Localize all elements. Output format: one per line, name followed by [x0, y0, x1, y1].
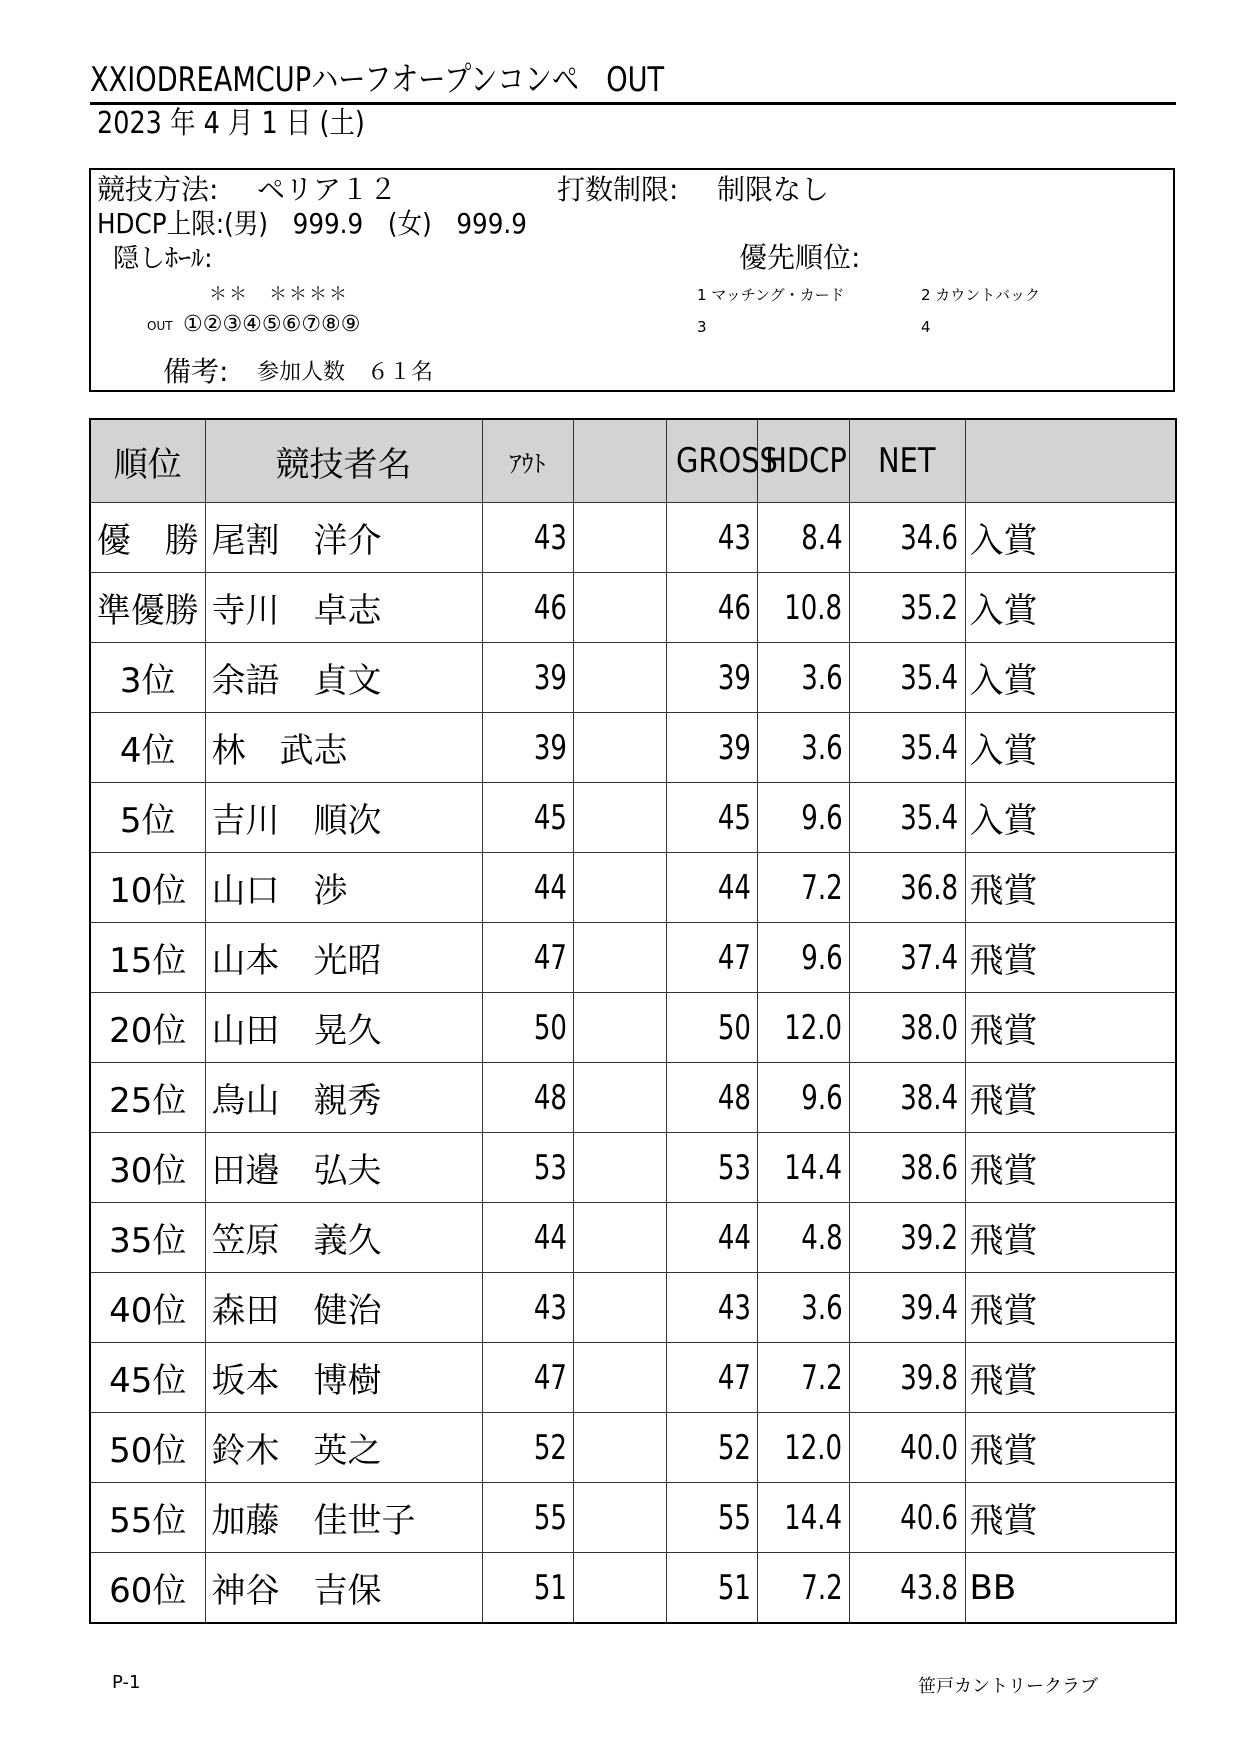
cell-net [849, 1203, 965, 1273]
cell-gross [666, 1273, 757, 1343]
cell-hdcp-value: 7.2 [801, 1567, 843, 1608]
table-row [90, 713, 1176, 783]
cell-rank: 20位 [90, 993, 205, 1063]
cell-gross [666, 573, 757, 643]
cell-net-value: 43.8 [900, 1567, 959, 1608]
cell-hdcp-value: 14.4 [784, 1497, 843, 1538]
hidden-holes-label: 隠しﾎｰﾙ: [113, 244, 213, 274]
priority-1: 1 マッチング・カード [697, 286, 845, 304]
cell-hdcp [757, 783, 849, 853]
cell-rank: 4位 [90, 713, 205, 783]
cell-name: 神谷 吉保 [205, 1553, 482, 1624]
cell-net-value: 35.2 [900, 587, 959, 628]
header-out [482, 419, 573, 503]
cell-rank: 45位 [90, 1343, 205, 1413]
cell-hdcp-value: 7.2 [801, 1357, 843, 1398]
cell-hdcp [757, 503, 849, 573]
hole-numbers: ①②③④⑤⑥⑦⑧⑨ [183, 312, 361, 337]
cell-gross [666, 713, 757, 783]
cell-blank [573, 1413, 666, 1483]
cell-note: 飛賞 [965, 1203, 1176, 1273]
cell-gross-value: 43 [717, 517, 751, 558]
table-row [90, 643, 1176, 713]
cell-hdcp-value: 12.0 [784, 1427, 843, 1468]
cell-out-value: 43 [533, 517, 567, 558]
table-row [90, 783, 1176, 853]
club-name: 笹戸カントリークラブ [918, 1676, 1098, 1697]
cell-net-value: 40.0 [900, 1427, 959, 1468]
cell-blank [573, 1483, 666, 1553]
cell-net-value: 35.4 [900, 657, 959, 698]
cell-net-value: 35.4 [900, 797, 959, 838]
cell-rank: 55位 [90, 1483, 205, 1553]
cell-hdcp-value: 12.0 [784, 1007, 843, 1048]
table-row [90, 1343, 1176, 1413]
cell-blank [573, 853, 666, 923]
header-net [849, 419, 965, 503]
cell-out [482, 573, 573, 643]
cell-net [849, 853, 965, 923]
cell-out-value: 50 [533, 1007, 567, 1048]
cell-gross-value: 46 [717, 587, 751, 628]
cell-gross [666, 783, 757, 853]
competition-info-box [89, 168, 1175, 392]
cell-gross [666, 1203, 757, 1273]
cell-hdcp-value: 14.4 [784, 1147, 843, 1188]
cell-net [849, 643, 965, 713]
cell-gross-value: 39 [717, 727, 751, 768]
cell-rank: 50位 [90, 1413, 205, 1483]
cell-blank [573, 713, 666, 783]
out-label: OUT [147, 319, 173, 333]
cell-note: 飛賞 [965, 853, 1176, 923]
cell-net-value: 35.4 [900, 727, 959, 768]
cell-out [482, 1133, 573, 1203]
cell-net-value: 39.4 [900, 1287, 959, 1328]
priority-4: 4 [921, 318, 931, 336]
cell-hdcp-value: 7.2 [801, 867, 843, 908]
cell-name: 山本 光昭 [205, 923, 482, 993]
method-value: ペリア１２ [257, 173, 398, 206]
cell-note: 入賞 [965, 573, 1176, 643]
cell-name: 尾割 洋介 [205, 503, 482, 573]
cell-name: 森田 健治 [205, 1273, 482, 1343]
cell-name: 加藤 佳世子 [205, 1483, 482, 1553]
table-row [90, 1273, 1176, 1343]
priority-3: 3 [697, 318, 707, 336]
table-row [90, 503, 1176, 573]
cell-net [849, 1553, 965, 1624]
header-hdcp [757, 419, 849, 503]
cell-name: 余語 貞文 [205, 643, 482, 713]
cell-gross-value: 45 [717, 797, 751, 838]
cell-out [482, 853, 573, 923]
header-gross [666, 419, 778, 503]
cell-gross-value: 53 [717, 1147, 751, 1188]
cell-out-value: 46 [533, 587, 567, 628]
cell-out [482, 923, 573, 993]
cell-rank: 15位 [90, 923, 205, 993]
cell-gross-value: 44 [717, 867, 751, 908]
cell-rank: 30位 [90, 1133, 205, 1203]
cell-out-value: 43 [533, 1287, 567, 1328]
cell-blank [573, 1273, 666, 1343]
cell-out-value: 53 [533, 1147, 567, 1188]
cell-gross-value: 43 [717, 1287, 751, 1328]
cell-out-value: 51 [533, 1567, 567, 1608]
cell-net-value: 37.4 [900, 937, 959, 978]
cell-gross-value: 55 [717, 1497, 751, 1538]
cell-note: 飛賞 [965, 1063, 1176, 1133]
cell-note: 飛賞 [965, 993, 1176, 1063]
cell-net [849, 1133, 965, 1203]
cell-blank [573, 1203, 666, 1273]
cell-hdcp [757, 993, 849, 1063]
cell-out [482, 783, 573, 853]
header-hdcp-label: HDCP [764, 441, 847, 481]
cell-gross-value: 47 [717, 937, 751, 978]
cell-note: 飛賞 [965, 1343, 1176, 1413]
title-bar [90, 60, 1176, 105]
cell-blank [573, 573, 666, 643]
priority-2: 2 カウントバック [921, 286, 1041, 304]
cell-blank [573, 1133, 666, 1203]
results-table [89, 418, 1177, 1624]
table-row [90, 853, 1176, 923]
cell-gross [666, 923, 757, 993]
cell-blank [573, 923, 666, 993]
cell-out-value: 55 [533, 1497, 567, 1538]
cell-note: BB [965, 1553, 1176, 1624]
cell-rank: 35位 [90, 1203, 205, 1273]
table-row [90, 1553, 1176, 1624]
header-blank [573, 419, 666, 503]
cell-note: 飛賞 [965, 1413, 1176, 1483]
header-note [965, 419, 1176, 503]
cell-hdcp-value: 3.6 [801, 1287, 843, 1328]
cell-note: 入賞 [965, 713, 1176, 783]
cell-hdcp [757, 1273, 849, 1343]
cell-out [482, 1203, 573, 1273]
cell-out [482, 503, 573, 573]
header-net-label: NET [877, 441, 936, 481]
cell-gross [666, 1553, 757, 1624]
hdcp-limit-line: HDCP上限:(男) 999.9 (女) 999.9 [97, 207, 527, 240]
priority-label: 優先順位: [739, 241, 861, 274]
cell-out [482, 713, 573, 783]
cell-blank [573, 993, 666, 1063]
cell-hdcp [757, 923, 849, 993]
cell-hdcp [757, 643, 849, 713]
page-number: P-1 [112, 1672, 141, 1693]
cell-name: 林 武志 [205, 713, 482, 783]
cell-out-value: 44 [533, 1217, 567, 1258]
cell-net [849, 993, 965, 1063]
cell-hdcp [757, 1483, 849, 1553]
limit-value: 制限なし [717, 173, 830, 206]
cell-hdcp [757, 1413, 849, 1483]
cell-hdcp [757, 1063, 849, 1133]
cell-net-value: 39.2 [900, 1217, 959, 1258]
cell-net-value: 38.6 [900, 1147, 959, 1188]
cell-out [482, 1413, 573, 1483]
cell-blank [573, 1063, 666, 1133]
cell-blank [573, 503, 666, 573]
cell-rank: 40位 [90, 1273, 205, 1343]
cell-hdcp [757, 573, 849, 643]
cell-out-value: 48 [533, 1077, 567, 1118]
cell-rank: 5位 [90, 783, 205, 853]
page-title: XXIODREAMCUPハーフオープンコンペ OUT [90, 60, 665, 100]
cell-out-value: 39 [533, 727, 567, 768]
cell-hdcp-value: 9.6 [801, 937, 843, 978]
cell-hdcp-value: 9.6 [801, 797, 843, 838]
cell-gross-value: 51 [717, 1567, 751, 1608]
cell-blank [573, 643, 666, 713]
cell-rank: 60位 [90, 1553, 205, 1624]
cell-name: 山口 渉 [205, 853, 482, 923]
cell-net-value: 38.4 [900, 1077, 959, 1118]
cell-net [849, 713, 965, 783]
cell-note: 飛賞 [965, 1133, 1176, 1203]
cell-net [849, 503, 965, 573]
cell-rank: 優 勝 [90, 503, 205, 573]
cell-gross-value: 50 [717, 1007, 751, 1048]
cell-rank: 10位 [90, 853, 205, 923]
table-row [90, 1483, 1176, 1553]
method-label: 競技方法: [97, 173, 219, 206]
hidden-hole-marks: ＊＊ ＊＊＊＊ [209, 284, 349, 305]
cell-name: 寺川 卓志 [205, 573, 482, 643]
cell-gross-value: 47 [717, 1357, 751, 1398]
cell-name: 坂本 博樹 [205, 1343, 482, 1413]
table-row [90, 1133, 1176, 1203]
cell-net [849, 1413, 965, 1483]
cell-gross [666, 643, 757, 713]
cell-note: 飛賞 [965, 1273, 1176, 1343]
header-gross-label: GROSS [675, 441, 778, 481]
cell-hdcp-value: 4.8 [801, 1217, 843, 1258]
cell-gross-value: 44 [717, 1217, 751, 1258]
cell-rank: 準優勝 [90, 573, 205, 643]
cell-net-value: 36.8 [900, 867, 959, 908]
table-row [90, 923, 1176, 993]
cell-hdcp-value: 8.4 [801, 517, 843, 558]
cell-gross-value: 48 [717, 1077, 751, 1118]
cell-gross [666, 853, 757, 923]
remarks-value: 参加人数 ６１名 [257, 360, 434, 385]
cell-gross [666, 1063, 757, 1133]
cell-hdcp [757, 1133, 849, 1203]
table-header-row [90, 419, 1176, 503]
cell-net [849, 1483, 965, 1553]
cell-net-value: 40.6 [900, 1497, 959, 1538]
header-rank: 順位 [90, 419, 205, 503]
header-out-label: ｱｳﾄ [509, 449, 546, 478]
cell-note: 入賞 [965, 783, 1176, 853]
cell-name: 吉川 順次 [205, 783, 482, 853]
cell-out-value: 39 [533, 657, 567, 698]
cell-hdcp [757, 713, 849, 783]
cell-name: 鳥山 親秀 [205, 1063, 482, 1133]
cell-out-value: 47 [533, 1357, 567, 1398]
cell-rank: 25位 [90, 1063, 205, 1133]
cell-blank [573, 783, 666, 853]
cell-gross-value: 39 [717, 657, 751, 698]
cell-gross [666, 1133, 757, 1203]
cell-name: 笠原 義久 [205, 1203, 482, 1273]
header-name: 競技者名 [205, 419, 482, 503]
table-row [90, 993, 1176, 1063]
cell-blank [573, 1343, 666, 1413]
remarks-label: 備考: [163, 355, 229, 388]
cell-out [482, 993, 573, 1063]
cell-out [482, 1343, 573, 1413]
cell-net-value: 39.8 [900, 1357, 959, 1398]
cell-out-value: 52 [533, 1427, 567, 1468]
cell-note: 入賞 [965, 503, 1176, 573]
cell-gross [666, 1413, 757, 1483]
cell-net-value: 34.6 [900, 517, 959, 558]
cell-gross [666, 993, 757, 1063]
cell-net [849, 1273, 965, 1343]
cell-hdcp-value: 3.6 [801, 657, 843, 698]
cell-out [482, 1553, 573, 1624]
cell-gross [666, 503, 757, 573]
cell-out [482, 1063, 573, 1133]
cell-name: 鈴木 英之 [205, 1413, 482, 1483]
table-row [90, 573, 1176, 643]
cell-name: 田邉 弘夫 [205, 1133, 482, 1203]
cell-hdcp [757, 1203, 849, 1273]
cell-net [849, 923, 965, 993]
cell-rank: 3位 [90, 643, 205, 713]
event-date: 2023 年 4 月 1 日 (土) [97, 106, 365, 141]
cell-out [482, 643, 573, 713]
cell-out-value: 44 [533, 867, 567, 908]
cell-note: 飛賞 [965, 923, 1176, 993]
cell-out [482, 1483, 573, 1553]
cell-blank [573, 1553, 666, 1624]
cell-hdcp-value: 3.6 [801, 727, 843, 768]
cell-gross [666, 1343, 757, 1413]
cell-out-value: 47 [533, 937, 567, 978]
cell-out-value: 45 [533, 797, 567, 838]
cell-hdcp-value: 9.6 [801, 1077, 843, 1118]
cell-note: 飛賞 [965, 1483, 1176, 1553]
cell-out [482, 1273, 573, 1343]
table-row [90, 1203, 1176, 1273]
cell-net [849, 1343, 965, 1413]
cell-name: 山田 晃久 [205, 993, 482, 1063]
table-row [90, 1413, 1176, 1483]
cell-hdcp-value: 10.8 [784, 587, 843, 628]
cell-net [849, 1063, 965, 1133]
table-row [90, 1063, 1176, 1133]
cell-hdcp [757, 1343, 849, 1413]
cell-hdcp [757, 853, 849, 923]
cell-gross-value: 52 [717, 1427, 751, 1468]
cell-net [849, 783, 965, 853]
cell-note: 入賞 [965, 643, 1176, 713]
limit-label: 打数制限: [557, 173, 679, 206]
cell-hdcp [757, 1553, 849, 1624]
cell-net [849, 573, 965, 643]
cell-gross [666, 1483, 757, 1553]
cell-net-value: 38.0 [900, 1007, 959, 1048]
